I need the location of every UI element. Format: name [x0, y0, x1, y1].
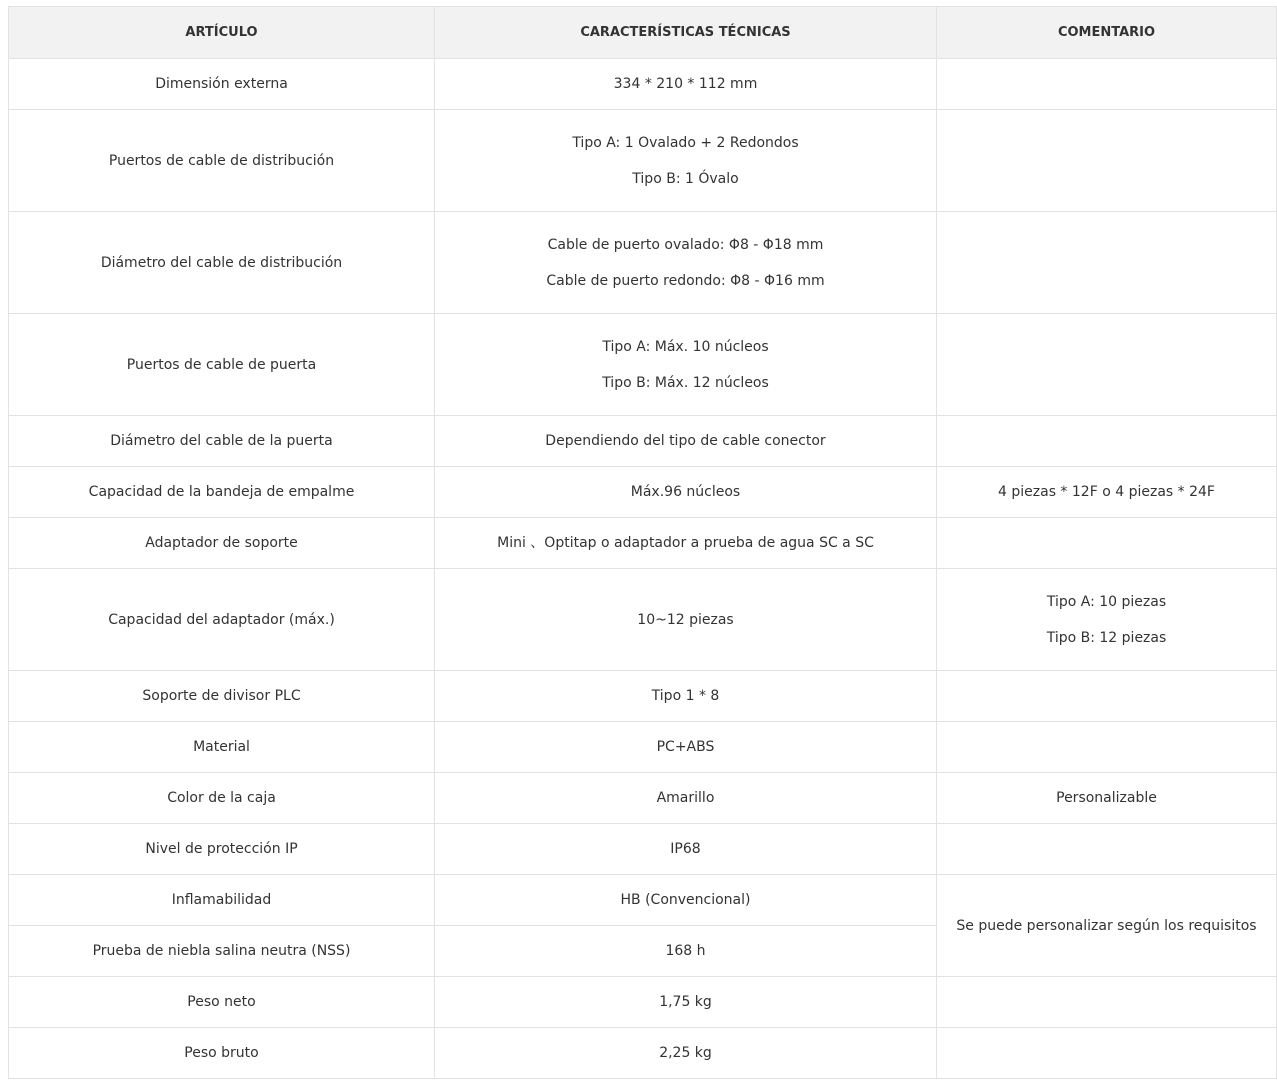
row-specs — [435, 212, 937, 314]
row-specs — [435, 1028, 937, 1079]
row-comment — [937, 977, 1277, 1028]
row-comment — [937, 773, 1277, 824]
row-item: Material — [9, 722, 435, 773]
row-comment — [937, 722, 1277, 773]
row-comment — [937, 314, 1277, 416]
row-specs — [435, 671, 937, 722]
spec-line: Tipo A: Máx. 10 núcleos — [602, 338, 769, 355]
row-specs — [435, 977, 937, 1028]
spec-line: IP68 — [670, 841, 701, 857]
row-item: Dimensión externa — [9, 59, 435, 110]
row-comment — [937, 875, 1277, 977]
table-row — [9, 977, 1277, 1028]
table-row — [9, 467, 1277, 518]
spec-line: 1,75 kg — [659, 994, 712, 1010]
row-item: Capacidad del adaptador (máx.) — [9, 569, 435, 671]
row-item: Nivel de protección IP — [9, 824, 435, 875]
row-item: Peso bruto — [9, 1028, 435, 1079]
spec-line: Tipo A: 1 Ovalado + 2 Redondos — [572, 134, 799, 151]
row-specs — [435, 773, 937, 824]
header-comment: COMENTARIO — [937, 7, 1277, 59]
spec-line: 168 h — [665, 943, 706, 959]
table-row — [9, 416, 1277, 467]
comment-line: Tipo B: 12 piezas — [1046, 629, 1167, 646]
row-comment — [937, 110, 1277, 212]
row-item: Diámetro del cable de distribución — [9, 212, 435, 314]
table-row — [9, 1028, 1277, 1079]
comment-line: Tipo A: 10 piezas — [1046, 593, 1167, 610]
spec-line: 2,25 kg — [659, 1045, 712, 1061]
table-row — [9, 773, 1277, 824]
table-row — [9, 722, 1277, 773]
row-specs — [435, 926, 937, 977]
comment-line: 4 piezas * 12F o 4 piezas * 24F — [998, 484, 1215, 500]
table-row — [9, 824, 1277, 875]
spec-line: Máx.96 núcleos — [630, 484, 741, 500]
table-header-row — [9, 7, 1277, 59]
row-item: Puertos de cable de distribución — [9, 110, 435, 212]
row-comment — [937, 416, 1277, 467]
row-comment — [937, 824, 1277, 875]
spec-table — [8, 6, 1277, 1079]
table-row — [9, 59, 1277, 110]
spec-line: Tipo B: 1 Óvalo — [632, 170, 739, 187]
row-comment — [937, 518, 1277, 569]
spec-line: Dependiendo del tipo de cable conector — [545, 433, 826, 449]
row-comment — [937, 1028, 1277, 1079]
table-row — [9, 314, 1277, 416]
spec-line: 10~12 piezas — [637, 611, 734, 628]
row-specs — [435, 518, 937, 569]
row-item: Inflamabilidad — [9, 875, 435, 926]
row-specs — [435, 722, 937, 773]
row-item: Peso neto — [9, 977, 435, 1028]
spec-line: Cable de puerto ovalado: Φ8 - Φ18 mm — [547, 236, 824, 253]
row-comment — [937, 59, 1277, 110]
row-comment — [937, 212, 1277, 314]
comment-line: Se puede personalizar según los requisitos — [956, 917, 1257, 934]
row-specs — [435, 59, 937, 110]
row-item: Capacidad de la bandeja de empalme — [9, 467, 435, 518]
table-row — [9, 110, 1277, 212]
header-specs: CARACTERÍSTICAS TÉCNICAS — [435, 7, 937, 59]
comment-line: Personalizable — [1056, 790, 1157, 806]
row-specs — [435, 416, 937, 467]
spec-line: Tipo B: Máx. 12 núcleos — [602, 374, 769, 391]
row-specs — [435, 569, 937, 671]
row-item: Soporte de divisor PLC — [9, 671, 435, 722]
header-item: ARTÍCULO — [9, 7, 435, 59]
table-row — [9, 518, 1277, 569]
row-specs — [435, 110, 937, 212]
spec-line: Mini 、Optitap o adaptador a prueba de agua SC a SC — [497, 535, 874, 551]
row-comment — [937, 467, 1277, 518]
row-specs — [435, 875, 937, 926]
row-item: Adaptador de soporte — [9, 518, 435, 569]
row-specs — [435, 314, 937, 416]
table-row — [9, 875, 1277, 926]
table-row — [9, 569, 1277, 671]
spec-line: PC+ABS — [656, 739, 715, 755]
table-row — [9, 212, 1277, 314]
spec-line: Amarillo — [656, 790, 715, 806]
table-row — [9, 671, 1277, 722]
spec-line: HB (Convencional) — [620, 892, 751, 908]
row-item: Prueba de niebla salina neutra (NSS) — [9, 926, 435, 977]
row-item: Color de la caja — [9, 773, 435, 824]
row-comment — [937, 569, 1277, 671]
row-comment — [937, 671, 1277, 722]
spec-line: Tipo 1 * 8 — [651, 688, 720, 704]
row-specs — [435, 467, 937, 518]
row-item: Diámetro del cable de la puerta — [9, 416, 435, 467]
row-specs — [435, 824, 937, 875]
spec-table-container — [8, 6, 1277, 1079]
spec-line: Cable de puerto redondo: Φ8 - Φ16 mm — [546, 272, 825, 289]
spec-line: 334 * 210 * 112 mm — [613, 76, 758, 92]
row-item: Puertos de cable de puerta — [9, 314, 435, 416]
